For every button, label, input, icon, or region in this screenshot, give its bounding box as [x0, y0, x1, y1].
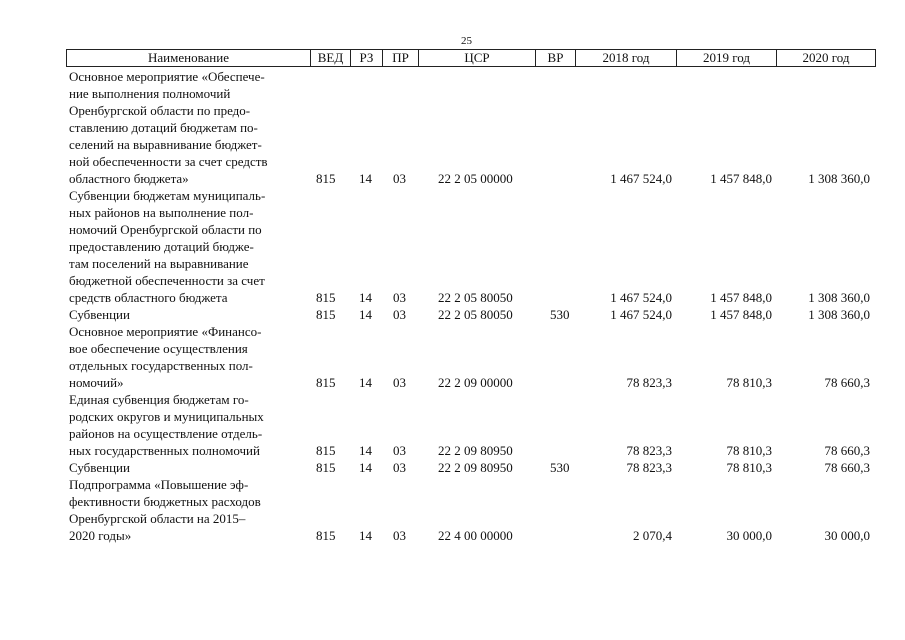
header-2019: 2019 год [677, 50, 777, 66]
row-name-line: там поселений на выравнивание [69, 256, 249, 271]
row-name-line: вое обеспечение осуществления [69, 341, 248, 356]
table-row [0, 187, 905, 306]
cell-pr: 03 [393, 375, 406, 390]
header-name: Наименование [67, 50, 311, 66]
row-name-line: ставлению дотаций бюджетам по- [69, 120, 258, 135]
cell-2020: 1 308 360,0 [808, 290, 870, 305]
row-name-line: ние выполнения полномочий [69, 86, 231, 101]
cell-2018: 78 823,3 [626, 443, 672, 458]
header-2018: 2018 год [576, 50, 677, 66]
header-rz: РЗ [351, 50, 383, 66]
row-name-line: Субвенции бюджетам муниципаль- [69, 188, 266, 203]
cell-csr: 22 4 00 00000 [438, 528, 513, 543]
cell-2020: 1 308 360,0 [808, 171, 870, 186]
row-name-line: ных государственных полномочий [69, 443, 260, 458]
cell-csr: 22 2 05 00000 [438, 171, 513, 186]
cell-pr: 03 [393, 307, 406, 322]
row-name-line: Оренбургской области на 2015– [69, 511, 246, 526]
table-row [0, 306, 905, 323]
row-name-line: Основное мероприятие «Обеспече- [69, 69, 265, 84]
cell-2018: 78 823,3 [626, 460, 672, 475]
cell-vr: 530 [550, 307, 570, 322]
cell-2018: 1 467 524,0 [610, 307, 672, 322]
row-name-line: ных районов на выполнение пол- [69, 205, 254, 220]
cell-rz: 14 [359, 290, 372, 305]
cell-2018: 78 823,3 [626, 375, 672, 390]
cell-2019: 1 457 848,0 [710, 290, 772, 305]
row-name-line: предоставлению дотаций бюдже- [69, 239, 254, 254]
cell-csr: 22 2 05 80050 [438, 290, 513, 305]
cell-pr: 03 [393, 528, 406, 543]
row-name-line: Единая субвенция бюджетам го- [69, 392, 249, 407]
cell-pr: 03 [393, 171, 406, 186]
cell-2020: 78 660,3 [824, 443, 870, 458]
cell-ved: 815 [316, 375, 336, 390]
cell-rz: 14 [359, 528, 372, 543]
row-name-line: родских округов и муниципальных [69, 409, 264, 424]
cell-csr: 22 2 05 80050 [438, 307, 513, 322]
cell-2019: 1 457 848,0 [710, 307, 772, 322]
cell-2020: 1 308 360,0 [808, 307, 870, 322]
table-row [0, 476, 905, 544]
header-2020: 2020 год [802, 50, 850, 65]
header-vr: ВР [536, 50, 576, 66]
row-name-line: Подпрограмма «Повышение эф- [69, 477, 249, 492]
row-name-line: Субвенции [69, 460, 130, 475]
cell-csr: 22 2 09 00000 [438, 375, 513, 390]
cell-ved: 815 [316, 171, 336, 186]
cell-2020: 78 660,3 [824, 460, 870, 475]
cell-2018: 1 467 524,0 [610, 171, 672, 186]
cell-2020: 30 000,0 [824, 528, 870, 543]
cell-pr: 03 [393, 443, 406, 458]
cell-csr: 22 2 09 80950 [438, 443, 513, 458]
cell-2020: 78 660,3 [824, 375, 870, 390]
cell-2019: 30 000,0 [726, 528, 772, 543]
cell-2019: 1 457 848,0 [710, 171, 772, 186]
cell-2018: 1 467 524,0 [610, 290, 672, 305]
cell-vr: 530 [550, 460, 570, 475]
cell-2019: 78 810,3 [726, 375, 772, 390]
row-name-line: 2020 годы» [69, 528, 132, 543]
cell-ved: 815 [316, 443, 336, 458]
table-row [0, 68, 905, 187]
row-name-line: селений на выравнивание бюджет- [69, 137, 262, 152]
table-row [0, 459, 905, 476]
row-name-line: фективности бюджетных расходов [69, 494, 261, 509]
row-name-line: ной обеспеченности за счет средств [69, 154, 268, 169]
row-name-line: средств областного бюджета [69, 290, 228, 305]
row-name-line: районов на осуществление отдель- [69, 426, 263, 441]
table-row [0, 323, 905, 391]
header-pr: ПР [383, 50, 419, 66]
cell-2019: 78 810,3 [726, 460, 772, 475]
row-name-line: бюджетной обеспеченности за счет [69, 273, 265, 288]
cell-ved: 815 [316, 460, 336, 475]
header-csr: ЦСР [419, 50, 536, 66]
table-row [0, 391, 905, 459]
row-name-line: номочий» [69, 375, 124, 390]
cell-ved: 815 [316, 307, 336, 322]
cell-2018: 2 070,4 [633, 528, 672, 543]
row-name-line: областного бюджета» [69, 171, 189, 186]
row-name-line: Основное мероприятие «Финансо- [69, 324, 262, 339]
cell-pr: 03 [393, 290, 406, 305]
cell-pr: 03 [393, 460, 406, 475]
cell-rz: 14 [359, 375, 372, 390]
cell-ved: 815 [316, 528, 336, 543]
cell-rz: 14 [359, 460, 372, 475]
row-name-line: Оренбургской области по предо- [69, 103, 251, 118]
row-name-line: номочий Оренбургской области по [69, 222, 262, 237]
row-name-line: отдельных государственных пол- [69, 358, 253, 373]
cell-2019: 78 810,3 [726, 443, 772, 458]
cell-ved: 815 [316, 290, 336, 305]
cell-csr: 22 2 09 80950 [438, 460, 513, 475]
row-name-line: Субвенции [69, 307, 130, 322]
cell-rz: 14 [359, 307, 372, 322]
table-header [66, 49, 876, 67]
header-ved: ВЕД [311, 50, 351, 66]
cell-rz: 14 [359, 443, 372, 458]
page-number: 25 [461, 35, 472, 47]
cell-rz: 14 [359, 171, 372, 186]
